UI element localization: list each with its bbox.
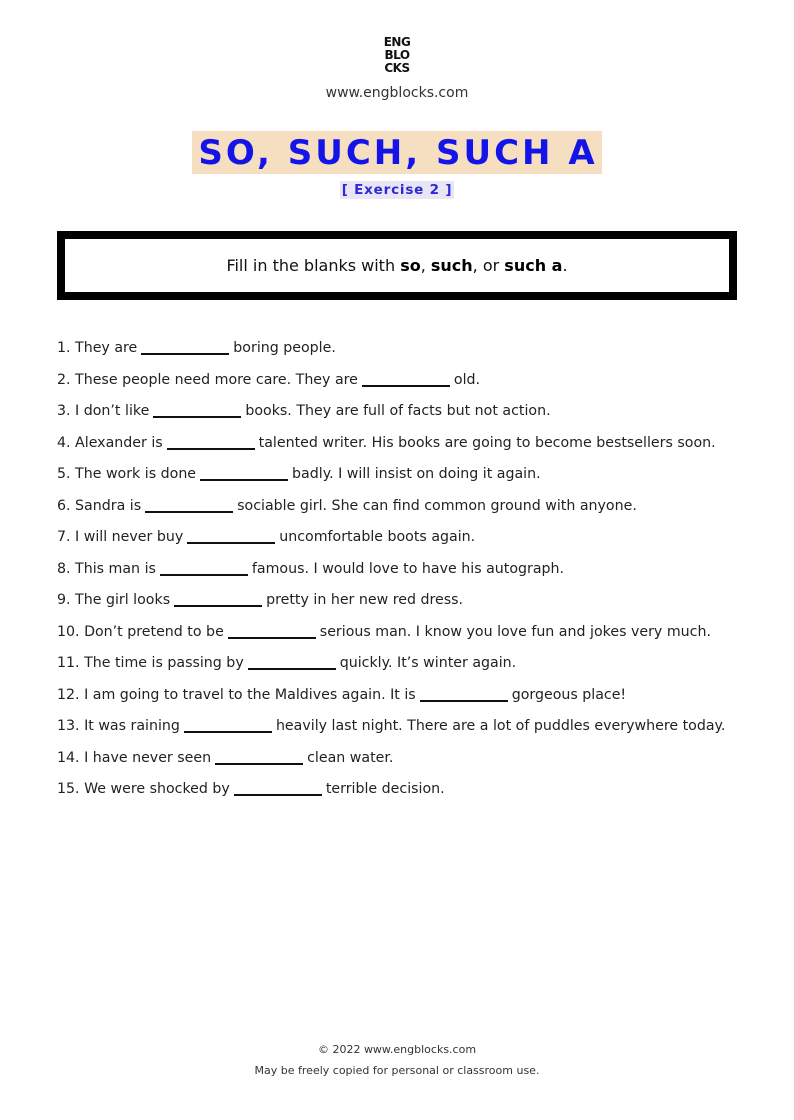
answer-blank[interactable]	[234, 778, 322, 796]
question-text-before: 2. These people need more care. They are	[57, 371, 358, 388]
option-such: such	[430, 256, 473, 275]
instruction-text	[226, 256, 567, 275]
question-text-before: 14. I have never seen	[57, 749, 212, 766]
answer-blank[interactable]	[362, 369, 450, 387]
question-item	[57, 684, 757, 716]
question-text-before: 5. The work is done	[57, 466, 197, 482]
question-text-after: serious man. I know you love fun and jokes very much.	[319, 623, 711, 640]
question-text-after: quickly. It’s winter again.	[339, 655, 517, 671]
answer-blank[interactable]	[420, 684, 508, 702]
worksheet-title: SO, SUCH, SUCH A	[192, 131, 601, 174]
answer-blank[interactable]	[228, 621, 316, 639]
instruction-prefix: Fill in the blanks with	[226, 256, 401, 275]
logo-line-1: ENG	[383, 35, 411, 49]
question-text-before: 15. We were shocked by	[57, 781, 230, 797]
answer-blank[interactable]	[167, 432, 255, 450]
answer-blank[interactable]	[145, 495, 233, 513]
question-item	[57, 715, 757, 747]
answer-blank[interactable]	[248, 652, 336, 670]
question-item	[57, 747, 757, 779]
footer-license: May be freely copied for personal or classroom use.	[254, 1064, 540, 1077]
question-item	[57, 432, 757, 464]
answer-blank[interactable]	[141, 337, 229, 355]
instruction-suffix: .	[562, 256, 568, 275]
question-text-before: 12. I am going to travel to the Maldives again. It is	[57, 686, 416, 703]
question-text-before: 1. They are	[57, 340, 138, 356]
site-url: www.engblocks.com	[325, 85, 469, 101]
question-text-before: 7. I will never buy	[57, 529, 184, 545]
question-item	[57, 621, 757, 653]
question-text-before: 4. Alexander is	[57, 434, 163, 451]
question-text-before: 9. The girl looks	[57, 592, 171, 608]
question-item	[57, 526, 757, 558]
question-text-after: talented writer. His books are going to become bestsellers soon.	[258, 434, 716, 451]
question-text-after: books. They are full of facts but not action.	[245, 403, 551, 419]
subtitle-wrap	[0, 179, 794, 199]
question-text-before: 10. Don’t pretend to be	[57, 623, 224, 640]
instruction-sep-1: ,	[420, 256, 431, 275]
question-text-before: 8. This man is	[57, 560, 156, 577]
question-text-after: heavily last night. There are a lot of puddles everywhere today.	[275, 718, 726, 734]
question-text-before: 13. It was raining	[57, 718, 180, 734]
logo-line-2: BLO	[384, 48, 410, 62]
question-text-after: sociable girl. She can find common ground with anyone.	[237, 497, 637, 514]
question-item	[57, 558, 757, 590]
answer-blank[interactable]	[174, 589, 262, 607]
question-text-after: clean water.	[307, 749, 394, 766]
question-item	[57, 400, 757, 432]
question-list	[57, 337, 757, 810]
question-item	[57, 652, 757, 684]
exercise-label: [ Exercise 2 ]	[341, 182, 453, 198]
question-text-after: gorgeous place!	[511, 686, 627, 703]
question-text-after: old.	[453, 371, 481, 388]
question-text-after: boring people.	[233, 340, 336, 356]
answer-blank[interactable]	[187, 526, 275, 544]
question-item	[57, 495, 757, 527]
engblocks-logo	[0, 36, 794, 75]
instruction-box	[57, 231, 737, 300]
option-such-a: such a	[504, 256, 563, 275]
title-wrap	[0, 131, 794, 174]
logo-line-3: CKS	[384, 61, 410, 75]
answer-blank[interactable]	[153, 400, 241, 418]
answer-blank[interactable]	[200, 463, 288, 481]
answer-blank[interactable]	[184, 715, 272, 733]
question-text-after: famous. I would love to have his autograph.	[251, 560, 565, 577]
answer-blank[interactable]	[160, 558, 248, 576]
question-item	[57, 337, 757, 369]
option-so: so	[400, 256, 421, 275]
question-text-after: badly. I will insist on doing it again.	[292, 466, 541, 482]
question-text-after: terrible decision.	[325, 781, 445, 797]
question-text-before: 6. Sandra is	[57, 497, 142, 514]
answer-blank[interactable]	[215, 747, 303, 765]
question-item	[57, 369, 757, 401]
question-text-before: 3. I don’t like	[57, 403, 150, 419]
footer-copyright: © 2022 www.engblocks.com	[317, 1043, 477, 1056]
question-text-before: 11. The time is passing by	[57, 655, 244, 671]
question-text-after: pretty in her new red dress.	[266, 592, 464, 608]
question-item	[57, 589, 757, 621]
question-item	[57, 778, 757, 810]
instruction-sep-2: , or	[472, 256, 505, 275]
question-item	[57, 463, 757, 495]
question-text-after: uncomfortable boots again.	[279, 529, 476, 545]
